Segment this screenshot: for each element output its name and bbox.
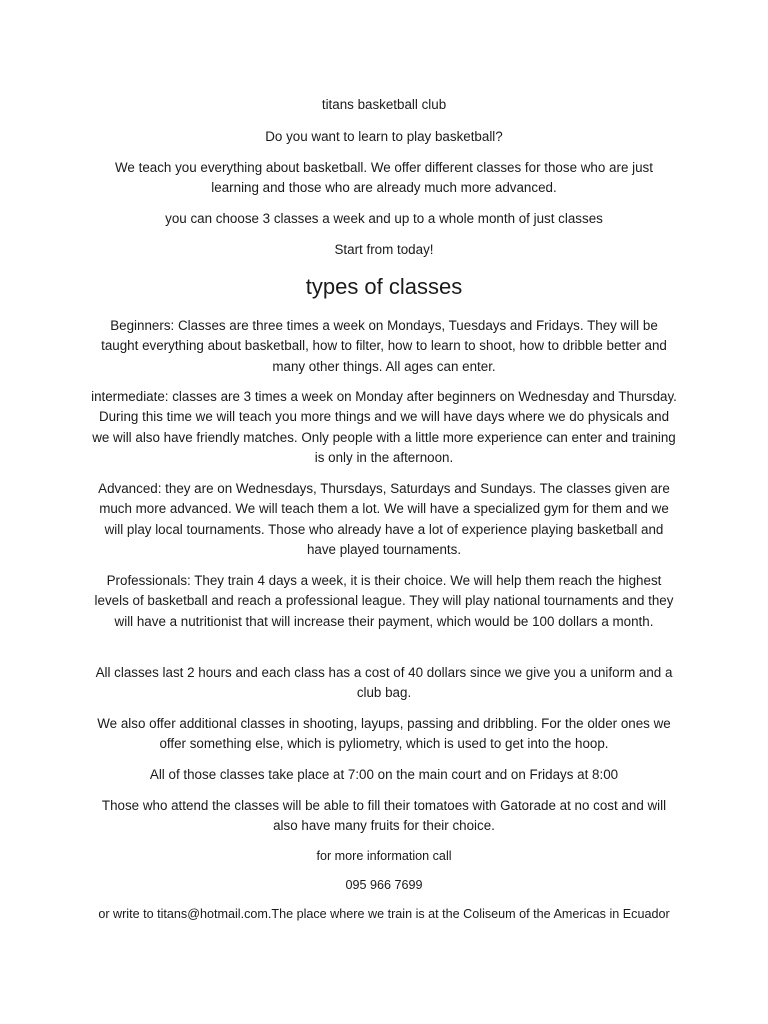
- schedule-line: All of those classes take place at 7:00 on the main court and on Fridays at 8:00: [149, 767, 619, 782]
- gatorade-paragraph: Those who attend the classes will be able to fill their tomatoes with Gatorade at no cost and will also have many fruits for their choice.: [101, 798, 667, 834]
- start-line: Start from today!: [334, 242, 434, 257]
- phone-number: 095 966 7699: [345, 878, 423, 892]
- choose-line: you can choose 3 classes a week and up to a whole month of just classes: [165, 211, 603, 226]
- cost-paragraph: All classes last 2 hours and each class has a cost of 40 dollars since we give you a uniform and a club bag.: [95, 665, 673, 701]
- advanced-paragraph: Advanced: they are on Wednesdays, Thursdays, Saturdays and Sundays. The classes given are much more advanced. We will teach them a lot. We will have a specialized gym for them and we will play local tournaments. Those who already have a lot of experience playing basketball and have played tournaments.: [98, 481, 670, 558]
- more-info-line: for more information call: [316, 849, 452, 863]
- question-line: Do you want to learn to play basketball?: [265, 129, 503, 144]
- beginners-paragraph: Beginners: Classes are three times a week on Mondays, Tuesdays and Fridays. They will be taught everything about basketball, how to filter, how to learn to shoot, how to dribble better and many other things. All ages can enter.: [101, 318, 667, 374]
- intermediate-paragraph: intermediate: classes are 3 times a week on Monday after beginners on Wednesday and Thursday. During this time we will teach you more things and we will have days where we do physicals and we will also have friendly matches. Only people with a little more experience can enter and training is only in the afternoon.: [91, 389, 677, 466]
- section-heading: types of classes: [305, 274, 463, 299]
- contact-line: or write to titans@hotmail.com.The place where we train is at the Coliseum of the Americas in Ecuador: [98, 907, 670, 921]
- club-title: titans basketball club: [321, 97, 447, 112]
- additional-paragraph: We also offer additional classes in shooting, layups, passing and dribbling. For the older ones we offer something else, which is pyliometry, which is used to get into the hoop.: [97, 716, 671, 752]
- professionals-paragraph: Professionals: They train 4 days a week, it is their choice. We will help them reach the highest levels of basketball and reach a professional league. They will play national tournaments and they will have a nutritionist that will increase their payment, which would be 100 dollars a month.: [94, 573, 674, 629]
- intro-paragraph: We teach you everything about basketball. We offer different classes for those who are just learning and those who are already much more advanced.: [115, 160, 653, 196]
